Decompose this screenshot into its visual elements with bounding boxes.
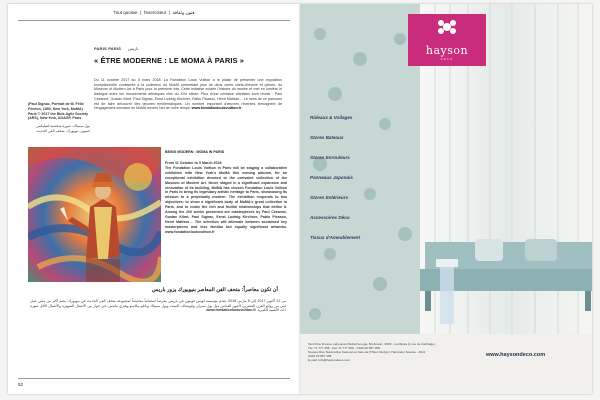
- footer-rule: [18, 378, 290, 379]
- flower-icon: [408, 14, 486, 44]
- product-item: Tissus d'Ameublement: [310, 235, 361, 240]
- painting-image: [28, 147, 161, 282]
- product-item: Stores Enrouleurs: [310, 155, 350, 160]
- advertisement-page: [300, 4, 592, 394]
- contact-info: [308, 342, 456, 362]
- page-header: Tout quoisie | l'exerciseur | فنون وثقافة: [8, 10, 300, 20]
- product-item: Rideaux & Voilages: [310, 115, 353, 120]
- signac-painting: [28, 147, 161, 282]
- contact-line: Tanit Rue Rourou Lahounant Sidra Kenoga, Bd Anwal - 2000 - La Marsa (1 rue de Carthage): [308, 342, 435, 346]
- contact-line: Sousse Rue Nourredine Kaouvel en face de l'Hôtel Clozjéni, Hammam Sousse - 4011: [308, 350, 426, 355]
- website-link[interactable]: www.haysondeco.com: [486, 352, 546, 358]
- product-item: Stores Bateaux: [310, 135, 344, 140]
- header-fr: Tout quoisie: [113, 10, 138, 15]
- product-list: [310, 108, 420, 248]
- product-item: Accessoires Déco: [310, 215, 350, 220]
- photo-caption-fr: (Paul Signac, Portrait de M. Félix Fénéon, 1890, New York, MoMA) Paris © 2017 the Bids Agile Society (ARS), New York, ADAGP, Paris: [28, 102, 89, 121]
- body-en-dates: From 11 October to 5 March 2018: [165, 161, 222, 165]
- article-body-en: [165, 161, 287, 235]
- body-fr-text: Du 11 octobre 2017 au 5 mars 2018. La Fondation Louis Vuitton a le plaisir de présenter une exposition exceptionnelle consacrée à la collection du MoMA permettant plus de deux cents chefs-d'œuvre et pièces, du Museum of Modern Art à Paris pour la première fois. Cette initiative éclaire l'histoire du musée et met en lumière le dialogue entre les mouvements artistiques clés du XXe siècle. Plus d'une centaine d'artistes sont réunis : Paul Cézanne, Gustav Klimt, Paul Signac, Ernst Ludwig Kirchner, Pablo Picasso, Henri Matisse… Le sens de ce parcours est de faire découvrir des œuvres emblématiques. Un nombre important d'œuvres récentes témoignent de l'engagement constant du MoMA envers l'art de notre temps.: [94, 78, 282, 111]
- article-body-fr: [94, 78, 282, 111]
- body-en-link[interactable]: www.fondationlouisvuitton.fr: [165, 229, 215, 234]
- body-ar-link[interactable]: www.fondationlouisvuitton.fr: [206, 308, 256, 313]
- page-number: 52: [18, 382, 24, 387]
- brand-subtitle: DÉCO: [440, 57, 454, 61]
- photo-caption-ar: بول سينياك، صورة شخصية لفيليكس فينيون، نيويورك، متحف الفن الحديث: [36, 124, 90, 133]
- arabic-title: أن تكون معاصراً: متحف الفن المعاصر بنيويورك يزور باريس: [152, 287, 278, 293]
- section-label-fr: PARIS PARIS: [94, 46, 122, 51]
- header-ar: فنون وثقافة: [172, 10, 195, 15]
- contact-line: Tél. 71 777 455 - Fax 71 777 456 - GSM 26 857 456: [308, 346, 380, 351]
- photo-caption: [28, 102, 90, 134]
- header-sep: l'exerciseur: [143, 10, 167, 15]
- section-label-ar: باريس: [128, 46, 139, 51]
- header-rule: [18, 20, 290, 21]
- hayson-logo: [408, 14, 486, 66]
- english-heading: BEING MODERN : MOMA IN PARIS: [165, 150, 225, 154]
- product-item: Stores Extérieurs: [310, 195, 349, 200]
- article-body-ar: [30, 299, 286, 313]
- brand-name: hayson: [425, 44, 469, 57]
- left-page: [8, 4, 300, 394]
- body-en-text: The Fondation Louis Vuitton in Paris will be staging a collaborative exhibition with New York's MoMA this coming autumn, for an exceptional exhibition devoted to the unrivaled collection of the Museum of Modern Art. Never staged in a significant expansion and renovation of its building, MoMA has chosen Fondation Louis Vuitton in Paris to bring its legendary artistic heritage to Paris, showcasing its mission to a perpetually modern. The exhibition responds to two objectives: to show a significant body of MoMA's great collection in Paris, and to evoke the rich and fruitful relationships that define it. Among the 200 works presented are masterpieces by Paul Cézanne, Gustav Klimt, Paul Signac, Ernst Ludwig Kirchner, Pablo Picasso, Henri Matisse… The selection will alternate between acclaimed key masterpieces and less familiar but equally significant artworks.: [165, 165, 287, 229]
- contact-line: GSM 29 857 456: [308, 354, 332, 359]
- article-title: « ÊTRE MODERNE : LE MOMA À PARIS »: [94, 56, 245, 65]
- body-ar-text: من 11 أكتوبر 2017 إلى 5 مارس 2018. تقدم مؤسسة لويس فويتون في باريس معرضاً استثنائياً مخصصاً لمجموعة متحف الفن الحديث في نيويورك، يضم أكثر من مئتي عمل فني من روائع القرن العشرين لأشهر الفنانين مثل بول سيزان وغوستاف كليمت وبول سينياك وبابلو بيكاسو وهنري ماتيس، في حوار بين الأعمال الشهيرة والأعمال الأقل شهرة ذات الأهمية الكبيرة.: [30, 299, 286, 313]
- body-fr-link[interactable]: www.fondationlouisvuitton.fr: [191, 106, 242, 111]
- contact-line: E-mail: info@haysondeco.com: [308, 358, 351, 363]
- product-item: Panneaux Japonais: [310, 175, 353, 180]
